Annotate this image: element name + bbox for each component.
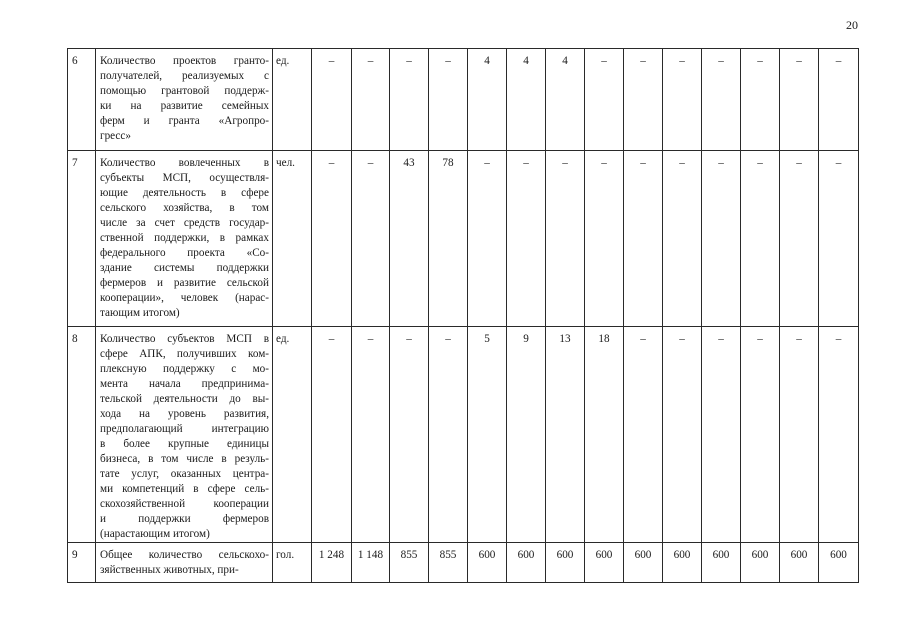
value-cell: –	[429, 49, 468, 151]
value-cell: 9	[507, 327, 546, 543]
indicator-name-line: Общее количество сельскохо-	[100, 549, 269, 561]
value-cell: –	[585, 151, 624, 327]
value-cell: –	[546, 151, 585, 327]
value-cell: 600	[624, 543, 663, 583]
indicator-name	[96, 49, 273, 151]
indicator-name-line: тающим итогом)	[100, 307, 180, 319]
value-cell: –	[312, 327, 352, 543]
indicator-name-line: Количество субъектов МСП в	[100, 333, 269, 345]
value-cell: 600	[780, 543, 819, 583]
value-cell: 600	[819, 543, 859, 583]
indicator-name-line: тате услуг, оказанных центра-	[100, 468, 269, 480]
value-cell: –	[624, 327, 663, 543]
table-row	[68, 49, 859, 151]
indicators-table	[67, 48, 859, 583]
value-cell: –	[468, 151, 507, 327]
table-row	[68, 327, 859, 543]
value-cell: 78	[429, 151, 468, 327]
table-row	[68, 151, 859, 327]
indicator-name-line: Количество проектов гранто-	[100, 55, 269, 67]
indicator-name-line: числе за счет средств государ-	[100, 217, 269, 229]
row-number: 8	[68, 327, 96, 543]
value-cell: 600	[702, 543, 741, 583]
value-cell: –	[702, 151, 741, 327]
row-number: 9	[68, 543, 96, 583]
indicator-name-line: сельского хозяйства, в том	[100, 202, 269, 214]
value-cell: –	[819, 49, 859, 151]
indicator-name-line: плексную поддержку с мо-	[100, 363, 269, 375]
value-cell: –	[390, 327, 429, 543]
indicator-name-line: мента начала предпринима-	[100, 378, 269, 390]
value-cell: 18	[585, 327, 624, 543]
indicator-name-line: помощью грантовой поддерж-	[100, 85, 269, 97]
value-cell: –	[819, 327, 859, 543]
indicator-name-line: гресс»	[100, 130, 131, 142]
value-cell: –	[624, 49, 663, 151]
indicator-name-line: и поддержки фермеров	[100, 513, 269, 525]
indicator-name-line: бизнеса, в том числе в резуль-	[100, 453, 269, 465]
unit-cell: гол.	[273, 543, 312, 583]
value-cell: 4	[468, 49, 507, 151]
unit-cell: ед.	[273, 49, 312, 151]
value-cell: –	[780, 327, 819, 543]
value-cell: 855	[390, 543, 429, 583]
indicator-name-line: ственной поддержки, в рамках	[100, 232, 269, 244]
indicator-name-line: ферм и гранта «Агропро-	[100, 115, 269, 127]
indicator-name-line: субъекты МСП, осуществля-	[100, 172, 269, 184]
value-cell: –	[352, 327, 390, 543]
value-cell: –	[780, 151, 819, 327]
value-cell: 1 248	[312, 543, 352, 583]
value-cell: –	[819, 151, 859, 327]
value-cell: 13	[546, 327, 585, 543]
value-cell: 600	[507, 543, 546, 583]
value-cell: 4	[546, 49, 585, 151]
value-cell: –	[390, 49, 429, 151]
value-cell: –	[702, 49, 741, 151]
indicator-name-line: ки на развитие семейных	[100, 100, 269, 112]
indicator-name-line: ющие деятельность в сфере	[100, 187, 269, 199]
page-number: 20	[846, 18, 858, 32]
indicator-name	[96, 327, 273, 543]
value-cell: –	[312, 49, 352, 151]
value-cell: –	[741, 327, 780, 543]
indicator-name-line: в более крупные единицы	[100, 438, 269, 450]
indicator-name-line: зяйственных животных, при-	[100, 564, 239, 576]
value-cell: 600	[546, 543, 585, 583]
indicator-name-line: хода на уровень развития,	[100, 408, 269, 420]
value-cell: –	[624, 151, 663, 327]
value-cell: –	[663, 151, 702, 327]
value-cell: –	[741, 151, 780, 327]
value-cell: 855	[429, 543, 468, 583]
indicator-name-line: ми компетенций в сфере сель-	[100, 483, 269, 495]
value-cell: –	[352, 151, 390, 327]
value-cell: –	[663, 49, 702, 151]
table-row	[68, 543, 859, 583]
unit-cell: чел.	[273, 151, 312, 327]
indicator-name-line: скохозяйственной кооперации	[100, 498, 269, 510]
value-cell: 600	[741, 543, 780, 583]
indicator-name-line: кооперации», человек (нарас-	[100, 292, 269, 304]
indicator-name-line: федерального проекта «Со-	[100, 247, 269, 259]
indicator-name	[96, 151, 273, 327]
indicator-name-line: получателей, реализуемых с	[100, 70, 269, 82]
indicator-name-line: Количество вовлеченных в	[100, 157, 269, 169]
value-cell: –	[741, 49, 780, 151]
indicator-name-line: тельской деятельности до вы-	[100, 393, 269, 405]
value-cell: 1 148	[352, 543, 390, 583]
value-cell: –	[663, 327, 702, 543]
value-cell: –	[585, 49, 624, 151]
value-cell: –	[352, 49, 390, 151]
indicator-name-line: сфере АПК, получивших ком-	[100, 348, 269, 360]
indicator-name-line: здание системы поддержки	[100, 262, 269, 274]
indicator-name-line: предполагающий интеграцию	[100, 423, 269, 435]
row-number: 7	[68, 151, 96, 327]
value-cell: –	[780, 49, 819, 151]
value-cell: –	[312, 151, 352, 327]
value-cell: 4	[507, 49, 546, 151]
value-cell: 600	[663, 543, 702, 583]
value-cell: 600	[468, 543, 507, 583]
value-cell: –	[429, 327, 468, 543]
indicator-name-line: (нарастающим итогом)	[100, 528, 210, 540]
row-number: 6	[68, 49, 96, 151]
value-cell: 5	[468, 327, 507, 543]
indicator-name-line: фермеров и развитие сельской	[100, 277, 269, 289]
unit-cell: ед.	[273, 327, 312, 543]
indicator-name	[96, 543, 273, 583]
value-cell: 43	[390, 151, 429, 327]
value-cell: –	[507, 151, 546, 327]
value-cell: 600	[585, 543, 624, 583]
value-cell: –	[702, 327, 741, 543]
